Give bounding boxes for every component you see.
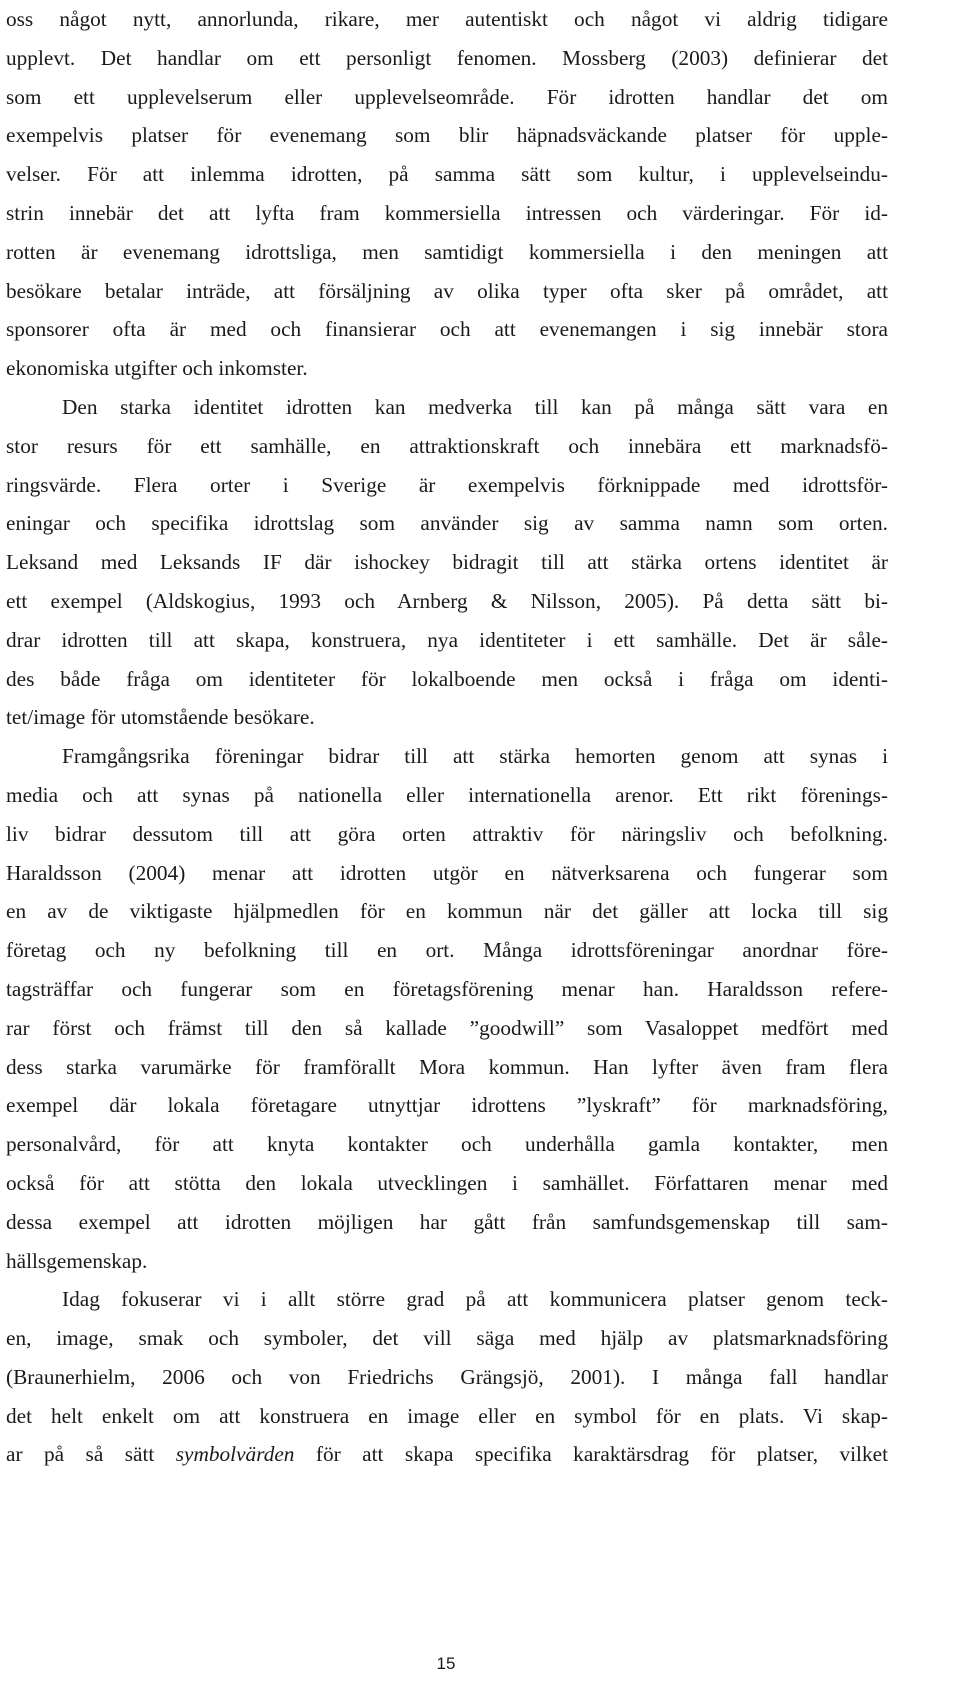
text-line: dess starka varumärke för framförallt Mora kommun. Han lyfter även fram flera bbox=[6, 1054, 888, 1079]
text-line: media och att synas på nationella eller internationella arenor. Ett rikt förenings- bbox=[6, 782, 888, 807]
text-line: hällsgemenskap. bbox=[6, 1248, 148, 1273]
text-line: (Braunerhielm, 2006 och von Friedrichs Grängsjö, 2001). I många fall handlar bbox=[6, 1364, 888, 1389]
text-line: oss något nytt, annorlunda, rikare, mer autentiskt och något vi aldrig tidigare bbox=[6, 7, 888, 31]
text-line: Idag fokuserar vi i allt större grad på att kommunicera platser genom teck- bbox=[62, 1287, 888, 1312]
text-line: en, image, smak och symboler, det vill säga med hjälp av platsmarknadsföring bbox=[6, 1326, 888, 1351]
text-line: Haraldsson (2004) menar att idrotten utgör en nätverksarena och fungerar som bbox=[6, 860, 888, 885]
text-line: Den starka identitet idrotten kan medverka till kan på många sätt vara en bbox=[62, 394, 888, 419]
text-line: velser. För att inlemma idrotten, på samma sätt som kultur, i upplevelseindu- bbox=[6, 162, 888, 187]
text-line: Leksand med Leksands IF där ishockey bidragit till att stärka ortens identitet är bbox=[6, 550, 888, 575]
text-line: dessa exempel att idrotten möjligen har gått från samfundsgemenskap till sam- bbox=[6, 1209, 888, 1234]
text-line: drar idrotten till att skapa, konstruera, nya identiteter i ett samhälle. Det är såle- bbox=[6, 627, 888, 652]
text-line: rar först och främst till den så kallade ”goodwill” som Vasaloppet medfört med bbox=[6, 1015, 888, 1040]
text-line: des både fråga om identiteter för lokalboende men också i fråga om identi- bbox=[6, 666, 888, 691]
paragraph-4 bbox=[6, 1280, 888, 1474]
text-line: sponsorer ofta är med och finansierar och att evenemangen i sig innebär stora bbox=[6, 317, 888, 342]
text-line: företag och ny befolkning till en ort. Många idrottsföreningar anordnar före- bbox=[6, 938, 888, 963]
page-number bbox=[0, 1654, 960, 1674]
text-line: ekonomiska utgifter och inkomster. bbox=[6, 356, 308, 381]
text-line: ringsvärde. Flera orter i Sverige är exempelvis förknippade med idrottsför- bbox=[6, 472, 888, 497]
text-line-final bbox=[6, 1435, 888, 1474]
text-line: tet/image för utomstående besökare. bbox=[6, 705, 315, 730]
paragraph-2 bbox=[6, 388, 888, 737]
emphasized-term: symbolvärden bbox=[175, 1442, 295, 1467]
text-line: eningar och specifika idrottslag som använder sig av samma namn som orten. bbox=[6, 511, 888, 536]
text-line: det helt enkelt om att konstruera en image eller en symbol för en plats. Vi skap- bbox=[6, 1403, 888, 1428]
text-line: rotten är evenemang idrottsliga, men samtidigt kommersiella i den meningen att bbox=[6, 239, 888, 264]
text-line: Framgångsrika föreningar bidrar till att stärka hemorten genom att synas i bbox=[62, 744, 888, 769]
text-line: stor resurs för ett samhälle, en attraktionskraft och innebära ett marknadsfö- bbox=[6, 433, 888, 458]
text-line: besökare betalar inträde, att försäljning av olika typer ofta sker på området, att bbox=[6, 278, 888, 303]
text-line: exempel där lokala företagare utnyttjar idrottens ”lyskraft” för marknadsföring, bbox=[6, 1093, 888, 1118]
text-line: som ett upplevelserum eller upplevelseområde. För idrotten handlar det om bbox=[6, 84, 888, 109]
text-line: strin innebär det att lyfta fram kommersiella intressen och värderingar. För id- bbox=[6, 200, 888, 225]
text-line: exempelvis platser för evenemang som blir häpnadsväckande platser för upple- bbox=[6, 123, 888, 148]
page-number-label: 15 bbox=[436, 1654, 456, 1673]
text-line: en av de viktigaste hjälpmedlen för en kommun när det gäller att locka till sig bbox=[6, 899, 888, 924]
text-line: personalvård, för att knyta kontakter och underhålla gamla kontakter, men bbox=[6, 1132, 888, 1157]
paragraph-3 bbox=[6, 737, 888, 1280]
text-line: upplevt. Det handlar om ett personligt fenomen. Mossberg (2003) definierar det bbox=[6, 45, 888, 70]
paragraph-1 bbox=[6, 0, 888, 388]
text-run: ar på så sätt bbox=[6, 1442, 176, 1467]
text-line: ett exempel (Aldskogius, 1993 och Arnberg & Nilsson, 2005). På detta sätt bi- bbox=[6, 588, 888, 613]
body-text bbox=[6, 0, 888, 1474]
text-run: för att skapa specifika karaktärsdrag för platser, vilket bbox=[294, 1442, 888, 1467]
text-line: liv bidrar dessutom till att göra orten attraktiv för näringsliv och befolkning. bbox=[6, 821, 888, 846]
text-line: också för att stötta den lokala utvecklingen i samhället. Författaren menar med bbox=[6, 1170, 888, 1195]
text-line: tagsträffar och fungerar som en företagsförening menar han. Haraldsson referе- bbox=[6, 976, 888, 1001]
